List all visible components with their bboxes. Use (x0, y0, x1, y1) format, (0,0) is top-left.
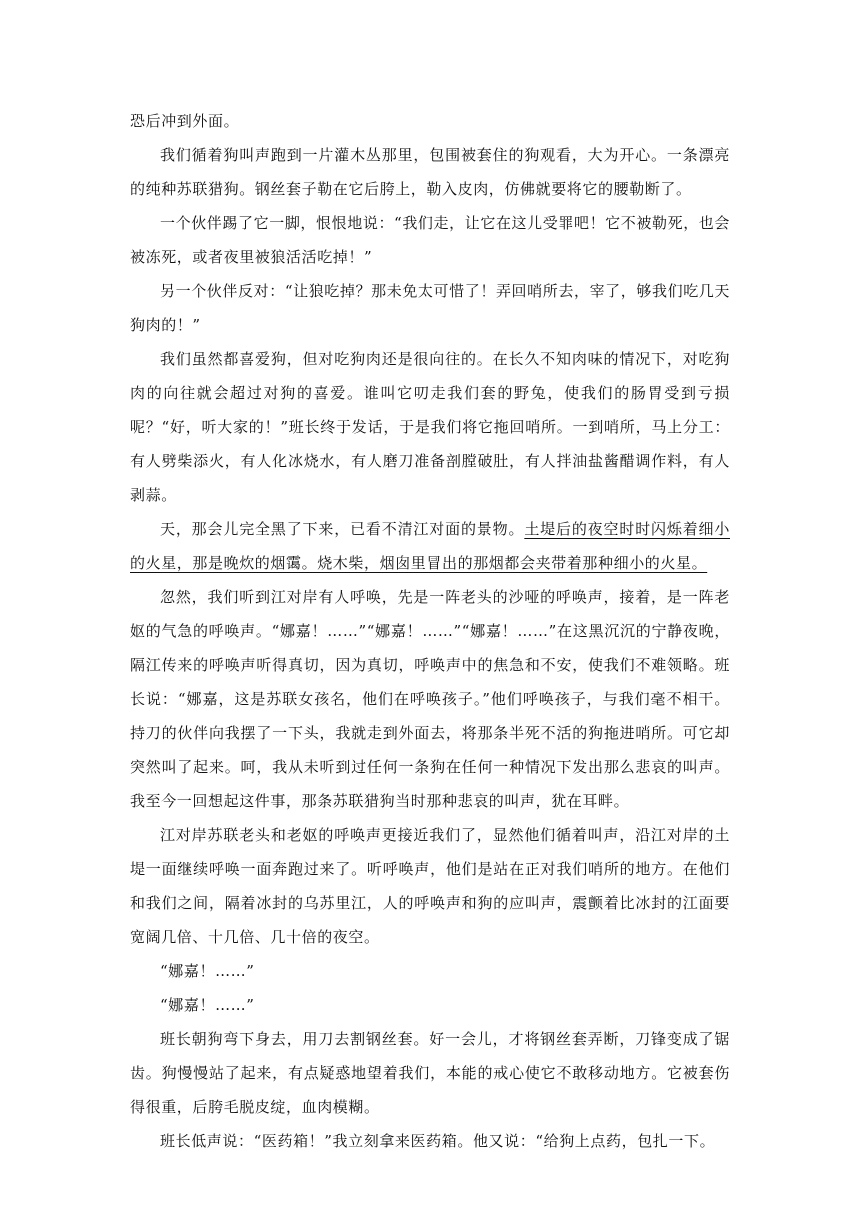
underlined-sentence: 土堤后的夜空时时闪烁着细小的火星，那是晚炊的烟霭。烧木柴，烟囱里冒出的那烟都会夹带着那种细小的火星。 (130, 520, 730, 572)
paragraph: 恐后冲到外面。 (130, 112, 240, 130)
paragraph: 我们循着狗叫声跑到一片灌木丛那里，包围被套住的狗观看，大为开心。一条漂亮的纯种苏联猎狗。钢丝套子勒在它后胯上，勒入皮肉，仿佛就要将它的腰勒断了。 (130, 146, 730, 198)
article-body (130, 104, 730, 1158)
paragraph: 另一个伙伴反对：“让狼吃掉？那未免太可惜了！弄回哨所去，宰了，够我们吃几天狗肉的！” (130, 282, 730, 334)
paragraph: 我们虽然都喜爱狗，但对吃狗肉还是很向往的。在长久不知肉味的情况下，对吃狗肉的向往就会超过对狗的喜爱。谁叫它叨走我们套的野兔，使我们的肠胃受到亏损呢？“好，听大家的！”班长终于发话，于是我们将它拖回哨所。一到哨所，马上分工：有人劈柴添火，有人化冰烧水，有人磨刀准备剖膛破肚，有人拌油盐酱醋调作料，有人剥蒜。 (130, 350, 730, 504)
paragraph: 江对岸苏联老头和老妪的呼唤声更接近我们了，显然他们循着叫声，沿江对岸的土堤一面继续呼唤一面奔跑过来了。听呼唤声，他们是站在正对我们哨所的地方。在他们和我们之间，隔着冰封的乌苏里江，人的呼唤声和狗的应叫声，震颤着比冰封的江面要宽阔几倍、十几倍、几十倍的夜空。 (130, 826, 730, 946)
paragraph: 忽然，我们听到江对岸有人呼唤，先是一阵老头的沙哑的呼唤声，接着，是一阵老妪的气急的呼唤声。“娜嘉！……”“娜嘉！……”“娜嘉！……”在这黑沉沉的宁静夜晚，隔江传来的呼唤声听得真切，因为真切，呼唤声中的焦急和不安，使我们不难领略。班长说：“娜嘉，这是苏联女孩名，他们在呼唤孩子。”他们呼唤孩子，与我们毫不相干。持刀的伙伴向我摆了一下头，我就走到外面去，将那条半死不活的狗拖进哨所。可它却突然叫了起来。呵，我从未听到过任何一条狗在任何一种情况下发出那么悲哀的叫声。我至今一回想起这件事，那条苏联猎狗当时那种悲哀的叫声，犹在耳畔。 (130, 588, 730, 810)
paragraph: 班长低声说：“医药箱！”我立刻拿来医药箱。他又说：“给狗上点药，包扎一下。 (160, 1132, 716, 1150)
paragraph-text: 天，那会儿完全黑了下来，已看不清江对面的景物。 (160, 520, 525, 538)
paragraph: “娜嘉！……” (160, 996, 255, 1014)
paragraph-with-underline (130, 512, 730, 580)
paragraph: 一个伙伴踢了它一脚，恨恨地说：“我们走，让它在这儿受罪吧！它不被勒死，也会被冻死，或者夜里被狼活活吃掉！” (130, 214, 730, 266)
paragraph: 班长朝狗弯下身去，用刀去割钢丝套。好一会儿，才将钢丝套弄断，刀锋变成了锯齿。狗慢慢站了起来，有点疑惑地望着我们，本能的戒心使它不敢移动地方。它被套伤得很重，后胯毛脱皮绽，血肉模糊。 (130, 1030, 730, 1116)
paragraph: “娜嘉！……” (160, 962, 255, 980)
